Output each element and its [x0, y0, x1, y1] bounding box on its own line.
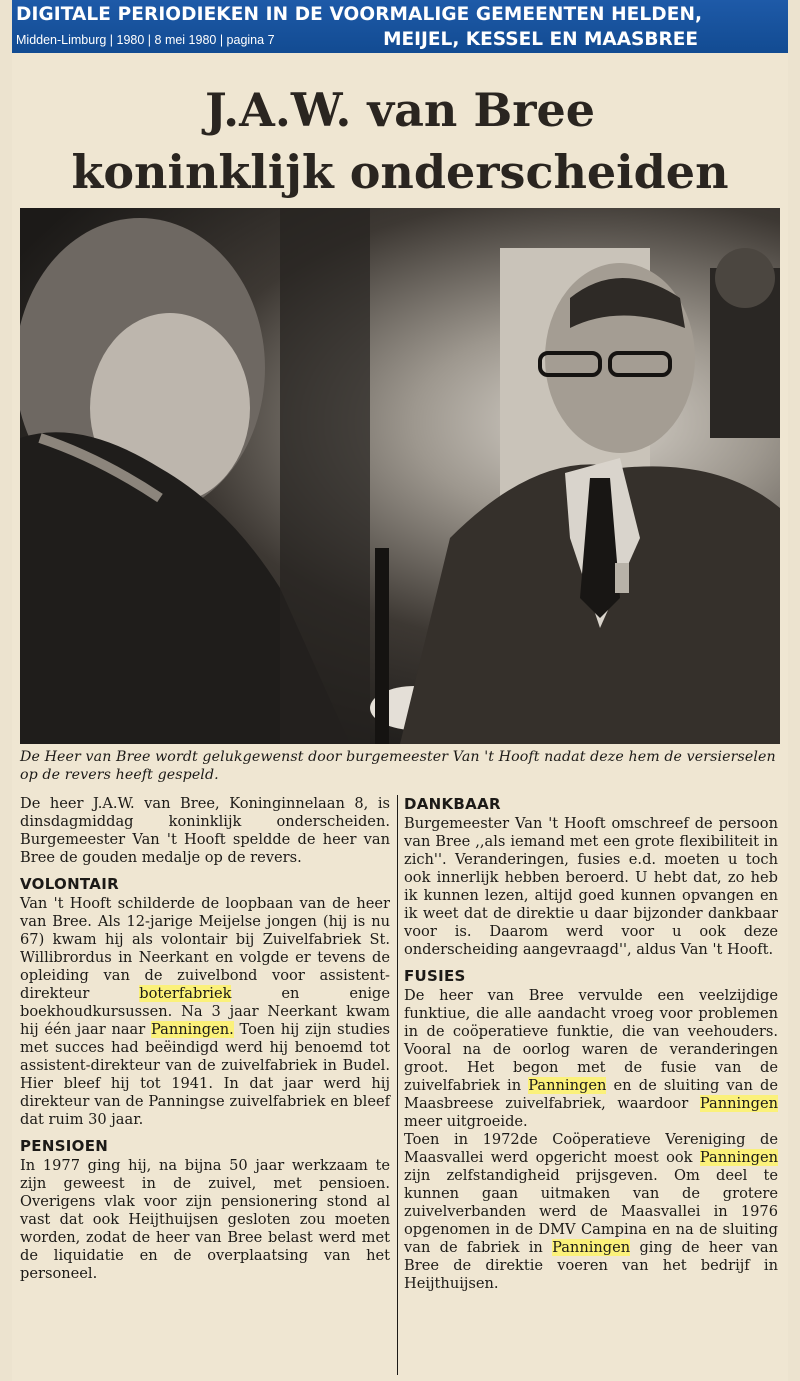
section-heading-dankbaar: DANKBAAR [404, 795, 501, 813]
text-run: zijn zelfstandigheid prijsgeven. Om deel te kunnen gaan uitmaken van de grotere zuivelverbanden werd de Maasvallei in 1976 opgenomen in de DMV Campina en na de sluiting van de fabriek in [404, 1167, 778, 1256]
search-highlight: boterfabriek [139, 985, 232, 1002]
article-headline [12, 79, 788, 203]
archive-banner [12, 0, 788, 53]
pensioen-paragraph: In 1977 ging hij, na bijna 50 jaar werkzaam te zijn geweest in de zuivel, met pensioen. Overigens vlak voor zijn pensionering stond al vast dat ook Heijthuijsen gesloten zou moeten worden, zodat de heer van Bree belast werd met de liquidatie en de overplaatsing van het personeel. [20, 1157, 390, 1282]
volontair-paragraph [20, 895, 390, 1129]
article-column-right [404, 795, 778, 1293]
search-highlight: Panningen [552, 1239, 631, 1256]
search-highlight: Panningen [699, 1095, 778, 1112]
newspaper-page [12, 53, 788, 1381]
photo-caption: De Heer van Bree wordt gelukgewenst door burgemeester Van 't Hooft nadat deze hem de versierselen op de revers heeft gespeld. [20, 749, 776, 783]
headline-line1: J.A.W. van Bree [204, 83, 596, 137]
article-column-left [20, 795, 390, 1283]
text-run: Toen in 1972de Coöperatieve Vereniging de Maasvallei werd opgericht moest ook [404, 1131, 778, 1166]
column-divider [397, 795, 398, 1375]
search-highlight: Panningen. [151, 1021, 234, 1038]
issue-meta[interactable]: Midden-Limburg | 1980 | 8 mei 1980 | pagina 7 [16, 33, 275, 47]
search-highlight: Panningen [699, 1149, 778, 1166]
fusies-paragraph [404, 987, 778, 1131]
section-heading-pensioen: PENSIOEN [20, 1137, 109, 1155]
text-run: Toen hij zijn studies met succes had beëindigd werd hij benoemd tot assistent-direkteur van de zuivelfabriek in Budel. Hier bleef hij tot 1941. In dat jaar werd hij direkteur van de Panningse zuivelfabriek en bleef dat ruim 30 jaar. [20, 1021, 390, 1128]
text-run: Van 't Hooft schilderde de loopbaan van de heer van Bree. Als 12-jarige Meijelse jongen (hij is nu 67) kwam hij als volontair bij Zuivelfabriek St. Willibrordus in Neerkant en volgde er tevens de opleiding van de zuivelbond voor assistent-direkteur [20, 895, 390, 1002]
text-run: meer uitgroeide. [404, 1113, 528, 1130]
section-heading-volontair: VOLONTAIR [20, 875, 119, 893]
headline-line2: koninklijk onderscheiden [71, 145, 729, 199]
dankbaar-paragraph: Burgemeester Van 't Hooft omschreef de persoon van Bree ,,als iemand met een grote flexibiliteit in zich''. Veranderingen, fusies e.d. moeten u toch ook innerlijk hebben beroerd. U hebt dat, zo heb ik kunnen lezen, altijd goed kunnen opvangen en ik weet dat de direktie u daar bijzonder dankbaar voor is. Daarom werd voor u ook deze onderscheiding aangevraagd'', aldus Van 't Hooft. [404, 815, 778, 958]
text-run: De heer van Bree vervulde een veelzijdige funktiue, die alle aandacht vroeg voor problemen in de coöperatieve funktie, die van veehouders. Vooral na de oorlog waren de veranderingen groot. Het begon met de fusie van de zuivelfabriek in [404, 987, 778, 1094]
archive-title-line2: MEIJEL, KESSEL EN MAASBREE [383, 29, 698, 50]
text-run: en enige boekhoudkursussen. Na 3 jaar Neerkant kwam hij één jaar naar [20, 985, 391, 1038]
search-highlight: Panningen [528, 1077, 607, 1094]
archive-title-line1: DIGITALE PERIODIEKEN IN DE VOORMALIGE GEMEENTEN HELDEN, [16, 4, 703, 25]
fusies-paragraph-2 [404, 1131, 778, 1293]
photo-illustration [20, 208, 780, 744]
section-heading-fusies: FUSIES [404, 967, 466, 985]
article-intro: De heer J.A.W. van Bree, Koninginnelaan 8, is dinsdagmiddag koninklijk onderscheiden. Burgemeester Van 't Hooft speldde de heer van Bree de gouden medalje op de revers. [20, 795, 390, 866]
text-run: en de sluiting van de Maasbreese zuivelfabriek, waardoor [404, 1077, 779, 1112]
text-run: ging de heer van Bree de direktie voeren van het bedrijf in Heijthuijsen. [404, 1239, 778, 1292]
article-photo [20, 208, 780, 744]
